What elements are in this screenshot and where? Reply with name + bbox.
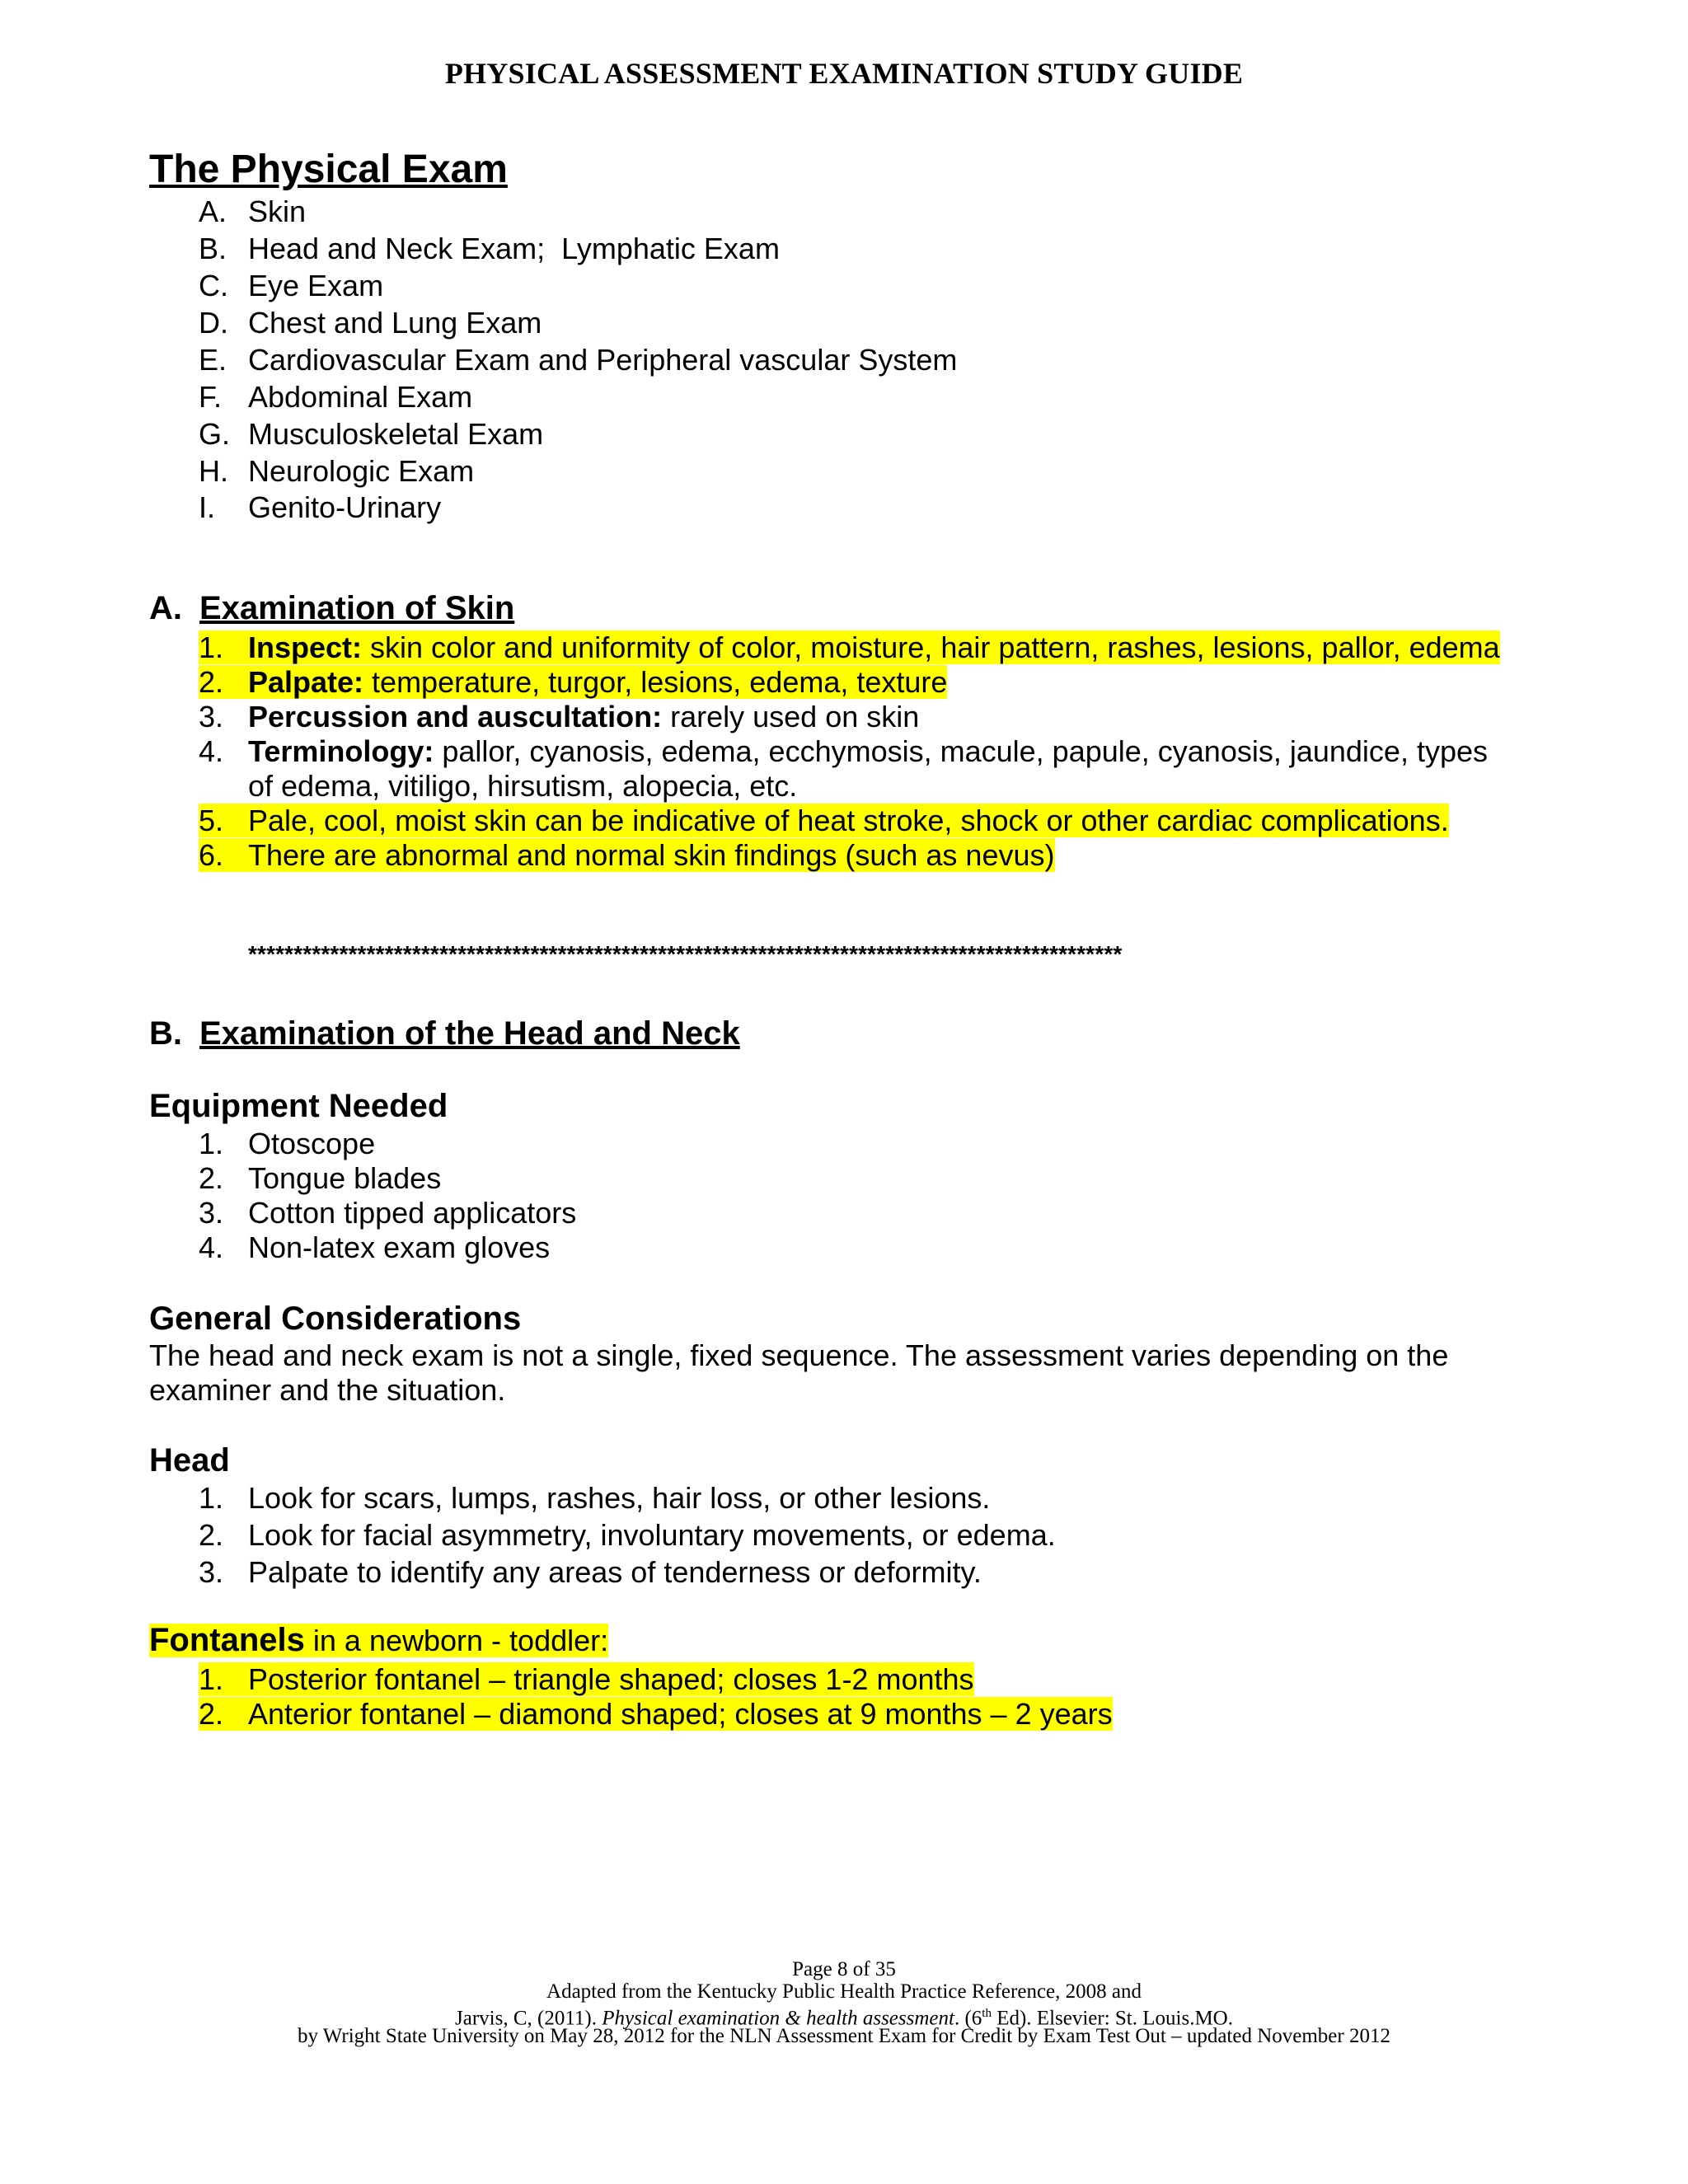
page-header: PHYSICAL ASSESSMENT EXAMINATION STUDY GUIDE bbox=[444, 57, 1244, 90]
list-item-continuation: of edema, vitiligo, hirsutism, alopecia, etc. bbox=[248, 769, 798, 803]
fontanels-heading: Fontanels in a newborn - toddler: bbox=[149, 1622, 609, 1658]
physical-exam-title: The Physical Exam bbox=[149, 148, 508, 191]
general-considerations-heading: General Considerations bbox=[149, 1301, 522, 1337]
list-item: 1. Inspect: skin color and uniformity of color, moisture, hair pattern, rashes, lesions, pallor, edema bbox=[199, 630, 1500, 664]
list-item: H. Neurologic Exam bbox=[199, 454, 475, 488]
separator: ************************************************************************************************ bbox=[248, 941, 1123, 967]
list-item: 2. Look for facial asymmetry, involuntary movements, or edema. bbox=[199, 1518, 1056, 1552]
list-item: D. Chest and Lung Exam bbox=[199, 306, 542, 340]
list-item: 4. Non-latex exam gloves bbox=[199, 1230, 551, 1264]
section-skin-heading: A. Examination of Skin bbox=[149, 590, 515, 626]
list-item: 2. Palpate: temperature, turgor, lesions, edema, texture bbox=[199, 665, 948, 699]
list-item: 3. Cotton tipped applicators bbox=[199, 1196, 577, 1230]
list-item: C. Eye Exam bbox=[199, 269, 384, 302]
footer-line-3: by Wright State University on May 28, 2012 for the NLN Assessment Exam for Credit by Exam Test Out – updated November 2012 bbox=[298, 2025, 1390, 2047]
general-considerations-line-1: The head and neck exam is not a single, fixed sequence. The assessment varies depending on the bbox=[149, 1338, 1449, 1372]
head-heading: Head bbox=[149, 1442, 230, 1479]
list-item: 6. There are abnormal and normal skin findings (such as nevus) bbox=[199, 838, 1055, 872]
list-item: 1. Otoscope bbox=[199, 1127, 376, 1160]
list-item: A. Skin bbox=[199, 194, 307, 228]
list-item: B. Head and Neck Exam; Lymphatic Exam bbox=[199, 232, 780, 265]
list-item: 2. Tongue blades bbox=[199, 1161, 442, 1195]
section-head-neck-heading: B. Examination of the Head and Neck bbox=[149, 1015, 740, 1052]
list-item: 3. Palpate to identify any areas of tenderness or deformity. bbox=[199, 1555, 982, 1589]
list-item: E. Cardiovascular Exam and Peripheral vascular System bbox=[199, 343, 958, 377]
list-item: 5. Pale, cool, moist skin can be indicative of heat stroke, shock or other cardiac complications. bbox=[199, 804, 1449, 837]
list-item: 2. Anterior fontanel – diamond shaped; closes at 9 months – 2 years bbox=[199, 1697, 1113, 1731]
list-item: 4. Terminology: pallor, cyanosis, edema, ecchymosis, macule, papule, cyanosis, jaundice, types bbox=[199, 734, 1488, 768]
list-item: I. Genito-Urinary bbox=[199, 490, 442, 524]
list-item: 1. Posterior fontanel – triangle shaped; closes 1-2 months bbox=[199, 1662, 974, 1696]
list-item: F. Abdominal Exam bbox=[199, 380, 473, 414]
footer-line-1: Adapted from the Kentucky Public Health Practice Reference, 2008 and bbox=[546, 1980, 1142, 2003]
footer-line-2: Jarvis, C, (2011). Physical examination & health assessment. (6th Ed). Elsevier: St. Louis.MO. bbox=[455, 2007, 1233, 2030]
list-item: G. Musculoskeletal Exam bbox=[199, 417, 544, 451]
equipment-heading: Equipment Needed bbox=[149, 1088, 448, 1124]
page-number: Page 8 of 35 bbox=[792, 1958, 896, 1980]
list-item: 1. Look for scars, lumps, rashes, hair loss, or other lesions. bbox=[199, 1481, 991, 1515]
list-item: 3. Percussion and auscultation: rarely used on skin bbox=[199, 700, 920, 733]
general-considerations-line-2: examiner and the situation. bbox=[149, 1373, 506, 1407]
